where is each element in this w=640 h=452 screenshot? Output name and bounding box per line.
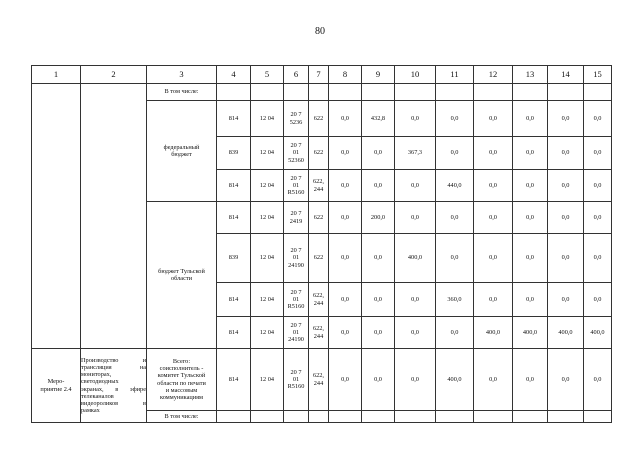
cell-value: 0,0 [548,234,584,283]
cell-c6: 20 7 01 R5160 [284,349,309,411]
header-cell: 12 [474,66,513,84]
cell-value: 0,0 [436,317,474,349]
cell-c4: 814 [217,317,251,349]
header-cell: 15 [584,66,612,84]
cell-value: 432,8 [362,101,395,137]
cell-value: 0,0 [548,202,584,234]
cell-value: 0,0 [548,170,584,202]
cell-c6: 20 7 01 24190 [284,234,309,283]
cell-value: 0,0 [362,283,395,317]
cell-value: 0,0 [548,101,584,137]
cell-value: 0,0 [329,283,362,317]
budget-table [31,65,612,423]
cell-c4: 814 [217,202,251,234]
cell-value: 0,0 [474,137,513,170]
cell-value: 0,0 [474,101,513,137]
cell-value: 0,0 [513,137,548,170]
v-tom-chisle-label: В том числе: [147,84,217,101]
cell-c5: 12 04 [251,202,284,234]
measure-label: Меро- приятие 2.4 [32,349,81,423]
cell-value: 0,0 [548,137,584,170]
cell-value: 367,3 [395,137,436,170]
cell-value: 0,0 [436,202,474,234]
header-cell: 14 [548,66,584,84]
cell-c6: 20 7 01 24190 [284,317,309,349]
cell-value: 400,0 [513,317,548,349]
cell-c5: 12 04 [251,137,284,170]
cell-value: 0,0 [362,349,395,411]
empty-cell [32,84,81,349]
federal-budget-label: федеральный бюджет [147,101,217,202]
cell-value: 0,0 [584,234,612,283]
cell-value: 0,0 [584,283,612,317]
cell-value: 0,0 [584,137,612,170]
header-cell: 11 [436,66,474,84]
cell-c7: 622 [309,202,329,234]
cell-value: 0,0 [436,101,474,137]
cell-value: 0,0 [513,283,548,317]
cell-value: 0,0 [513,202,548,234]
cell-c5: 12 04 [251,349,284,411]
v-tom-chisle-label: В том числе: [147,411,217,423]
cell-c4: 814 [217,101,251,137]
cell-value: 0,0 [474,283,513,317]
cell-c4: 814 [217,283,251,317]
header-cell: 7 [309,66,329,84]
cell-value: 0,0 [329,349,362,411]
header-cell: 10 [395,66,436,84]
cell-c4: 839 [217,137,251,170]
cell-value: 0,0 [395,349,436,411]
cell-value: 0,0 [362,137,395,170]
cell-value: 0,0 [395,202,436,234]
cell-value: 0,0 [395,101,436,137]
cell-value: 400,0 [584,317,612,349]
cell-value: 0,0 [362,234,395,283]
total-coexecutor-label: Всего: соисполнитель - комитет Тульской области по печати и массовым коммуникациям [147,349,217,411]
cell-value: 0,0 [584,349,612,411]
cell-value: 0,0 [329,317,362,349]
page-number: 80 [315,26,325,37]
measure-description: Производство и трансляция на мониторах, светодиодных экранах, в эфире телеканалов видеороликов в рамках [81,349,147,423]
cell-value: 0,0 [329,101,362,137]
cell-c4: 814 [217,170,251,202]
cell-c4: 814 [217,349,251,411]
cell-value: 0,0 [474,202,513,234]
cell-value: 400,0 [474,317,513,349]
header-cell: 9 [362,66,395,84]
subheader-row [32,84,612,101]
header-cell: 1 [32,66,81,84]
cell-c7: 622 [309,101,329,137]
cell-c7: 622, 244 [309,170,329,202]
cell-value: 0,0 [548,283,584,317]
cell-value: 360,0 [436,283,474,317]
cell-value: 0,0 [329,170,362,202]
cell-value: 0,0 [329,202,362,234]
cell-value: 0,0 [584,101,612,137]
cell-c5: 12 04 [251,170,284,202]
cell-value: 0,0 [513,234,548,283]
cell-c7: 622, 244 [309,283,329,317]
cell-value: 400,0 [436,349,474,411]
header-cell: 13 [513,66,548,84]
header-row [32,66,612,84]
header-cell: 5 [251,66,284,84]
cell-value: 0,0 [395,170,436,202]
cell-value: 0,0 [395,317,436,349]
cell-value: 0,0 [395,283,436,317]
header-cell: 6 [284,66,309,84]
cell-c5: 12 04 [251,283,284,317]
cell-c7: 622 [309,234,329,283]
cell-c6: 20 7 01 52360 [284,137,309,170]
cell-c4: 839 [217,234,251,283]
cell-value: 0,0 [362,317,395,349]
cell-value: 0,0 [436,234,474,283]
cell-value: 400,0 [395,234,436,283]
header-cell: 4 [217,66,251,84]
cell-value: 0,0 [474,349,513,411]
cell-value: 200,0 [362,202,395,234]
header-cell: 8 [329,66,362,84]
cell-value: 0,0 [584,170,612,202]
header-cell: 2 [81,66,147,84]
cell-c5: 12 04 [251,101,284,137]
cell-value: 0,0 [362,170,395,202]
header-cell: 3 [147,66,217,84]
cell-c7: 622, 244 [309,349,329,411]
cell-value: 0,0 [329,234,362,283]
cell-value: 0,0 [584,202,612,234]
cell-c7: 622 [309,137,329,170]
cell-value: 440,0 [436,170,474,202]
table-row [32,349,612,411]
cell-c5: 12 04 [251,234,284,283]
cell-value: 0,0 [474,170,513,202]
cell-value: 0,0 [513,170,548,202]
cell-value: 0,0 [548,349,584,411]
cell-c7: 622, 244 [309,317,329,349]
cell-c6: 20 7 2419 [284,202,309,234]
cell-c5: 12 04 [251,317,284,349]
cell-value: 0,0 [513,349,548,411]
cell-value: 0,0 [436,137,474,170]
cell-c6: 20 7 5236 [284,101,309,137]
cell-c6: 20 7 01 R5160 [284,170,309,202]
cell-value: 0,0 [474,234,513,283]
cell-value: 0,0 [329,137,362,170]
cell-c6: 20 7 01 R5160 [284,283,309,317]
cell-value: 0,0 [513,101,548,137]
tula-budget-label: бюджет Тульской области [147,202,217,349]
empty-cell [81,84,147,349]
cell-value: 400,0 [548,317,584,349]
